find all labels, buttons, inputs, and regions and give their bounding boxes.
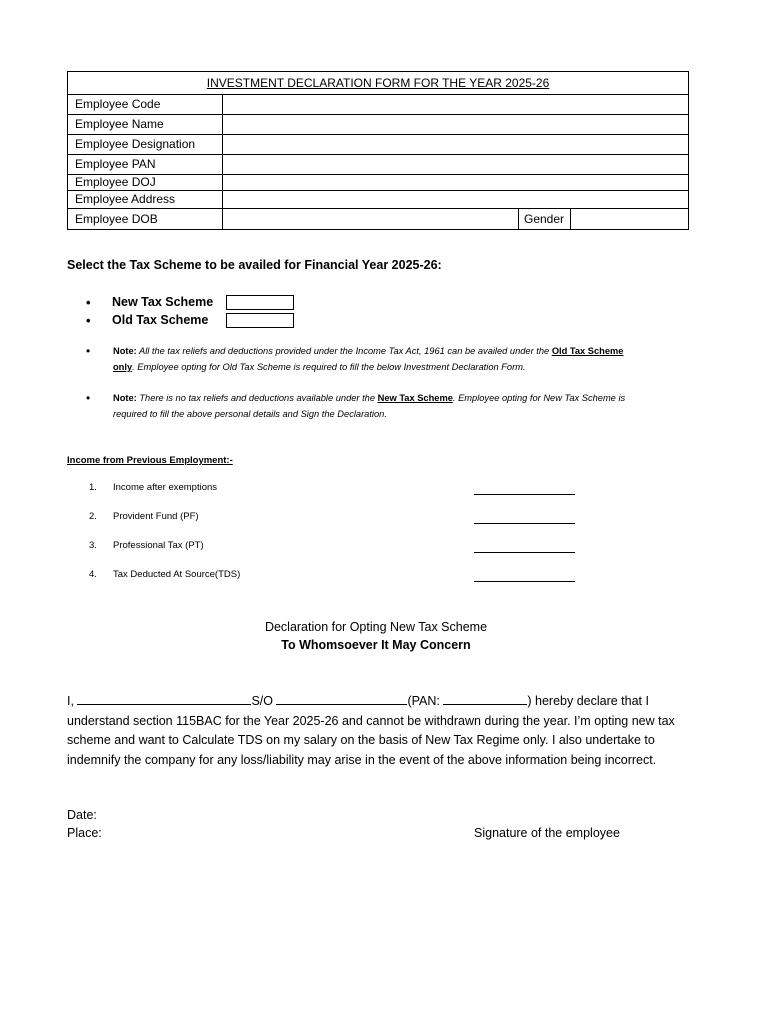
list-item: [89, 540, 589, 569]
income-after-exemptions-field[interactable]: [474, 494, 575, 495]
item-label: Tax Deducted At Source(TDS): [113, 569, 241, 580]
bullet-icon: •: [86, 344, 91, 358]
employee-designation-field[interactable]: [223, 135, 689, 155]
tds-field[interactable]: [474, 581, 575, 582]
note-emphasis: Old Tax Scheme only: [113, 346, 624, 372]
note-body-end: . Employee opting for New Tax Scheme is required to fill the above personal details and Sign the Declaration.: [113, 393, 626, 419]
list-item: [89, 482, 589, 511]
gender-label: Gender: [519, 209, 571, 230]
declaration-prefix: I,: [67, 694, 74, 708]
previous-employment-heading: Income from Previous Employment:-: [67, 455, 233, 466]
old-tax-scheme-label: Old Tax Scheme: [112, 313, 209, 327]
note-label: Note:: [113, 346, 137, 356]
employee-pan-field[interactable]: [223, 155, 689, 175]
note-text: [113, 343, 646, 375]
form-title: INVESTMENT DECLARATION FORM FOR THE YEAR 2025-26: [68, 72, 689, 95]
declaration-text: understand section 115BAC for the Year 2025-26 and cannot be withdrawn during the year. I’m opting new tax scheme and want to Calculate TDS on my salary on the basis of New Tax Regime only.: [67, 713, 675, 748]
declaration-subtitle: To Whomsoever It May Concern: [281, 638, 471, 652]
note-emphasis: New Tax Scheme: [377, 393, 453, 403]
employee-address-label: Employee Address: [68, 191, 223, 209]
employee-name-field[interactable]: [223, 115, 689, 135]
tax-scheme-heading: Select the Tax Scheme to be availed for Financial Year 2025-26:: [67, 258, 442, 272]
employee-code-label: Employee Code: [68, 95, 223, 115]
item-number: 2.: [89, 511, 97, 522]
employee-designation-label: Employee Designation: [68, 135, 223, 155]
previous-employment-list: [89, 482, 589, 598]
date-label: Date:: [67, 808, 97, 822]
note-body: All the tax reliefs and deductions provided under the Income Tax Act, 1961 can be availed under the: [139, 346, 550, 356]
declaration-body: [67, 692, 697, 770]
note-body-end: . Employee opting for Old Tax Scheme is required to fill the below Investment Declaration Form.: [132, 362, 526, 372]
note-label: Note:: [113, 393, 137, 403]
employee-dob-field[interactable]: [223, 209, 519, 230]
employee-doj-label: Employee DOJ: [68, 175, 223, 191]
note-old-scheme: [86, 343, 646, 375]
employee-name-label: Employee Name: [68, 115, 223, 135]
new-tax-scheme-checkbox[interactable]: [226, 295, 294, 310]
employee-dob-label: Employee DOB: [68, 209, 223, 230]
item-number: 4.: [89, 569, 97, 580]
new-tax-scheme-option: [86, 293, 294, 311]
father-name-blank[interactable]: [276, 692, 407, 705]
old-tax-scheme-checkbox[interactable]: [226, 313, 294, 328]
employee-name-blank[interactable]: [77, 692, 251, 705]
declaration-title: Declaration for Opting New Tax Scheme: [264, 620, 488, 634]
tax-scheme-options: [86, 293, 294, 329]
provident-fund-field[interactable]: [474, 523, 575, 524]
declaration-so: S/O: [251, 694, 273, 708]
employee-doj-field[interactable]: [223, 175, 689, 191]
bullet-icon: •: [86, 312, 91, 328]
item-label: Provident Fund (PF): [113, 511, 199, 522]
place-label: Place:: [67, 826, 102, 840]
gender-field[interactable]: [571, 209, 689, 230]
signature-label: Signature of the employee: [474, 826, 620, 840]
employee-code-field[interactable]: [223, 95, 689, 115]
item-number: 1.: [89, 482, 97, 493]
bullet-icon: •: [86, 294, 91, 310]
item-label: Income after exemptions: [113, 482, 218, 493]
list-item: [89, 569, 589, 598]
employee-pan-label: Employee PAN: [68, 155, 223, 175]
note-body: There is no tax reliefs and deductions available under the: [139, 393, 376, 403]
pan-blank[interactable]: [443, 692, 527, 705]
employee-details-table: [67, 71, 689, 230]
employee-address-field[interactable]: [223, 191, 689, 209]
old-tax-scheme-option: [86, 311, 294, 329]
item-label: Professional Tax (PT): [113, 540, 204, 551]
professional-tax-field[interactable]: [474, 552, 575, 553]
new-tax-scheme-label: New Tax Scheme: [112, 295, 214, 309]
list-item: [89, 511, 589, 540]
note-text: [113, 390, 646, 422]
note-new-scheme: [86, 390, 646, 422]
item-number: 3.: [89, 540, 97, 551]
declaration-pan: (PAN:: [407, 694, 440, 708]
declaration-text-end: I also undertake to indemnify the company for any loss/liability may arise in the event of the above information being incorrect.: [67, 733, 657, 767]
bullet-icon: •: [86, 391, 91, 405]
declaration-tail: ) hereby declare that I: [527, 694, 649, 708]
